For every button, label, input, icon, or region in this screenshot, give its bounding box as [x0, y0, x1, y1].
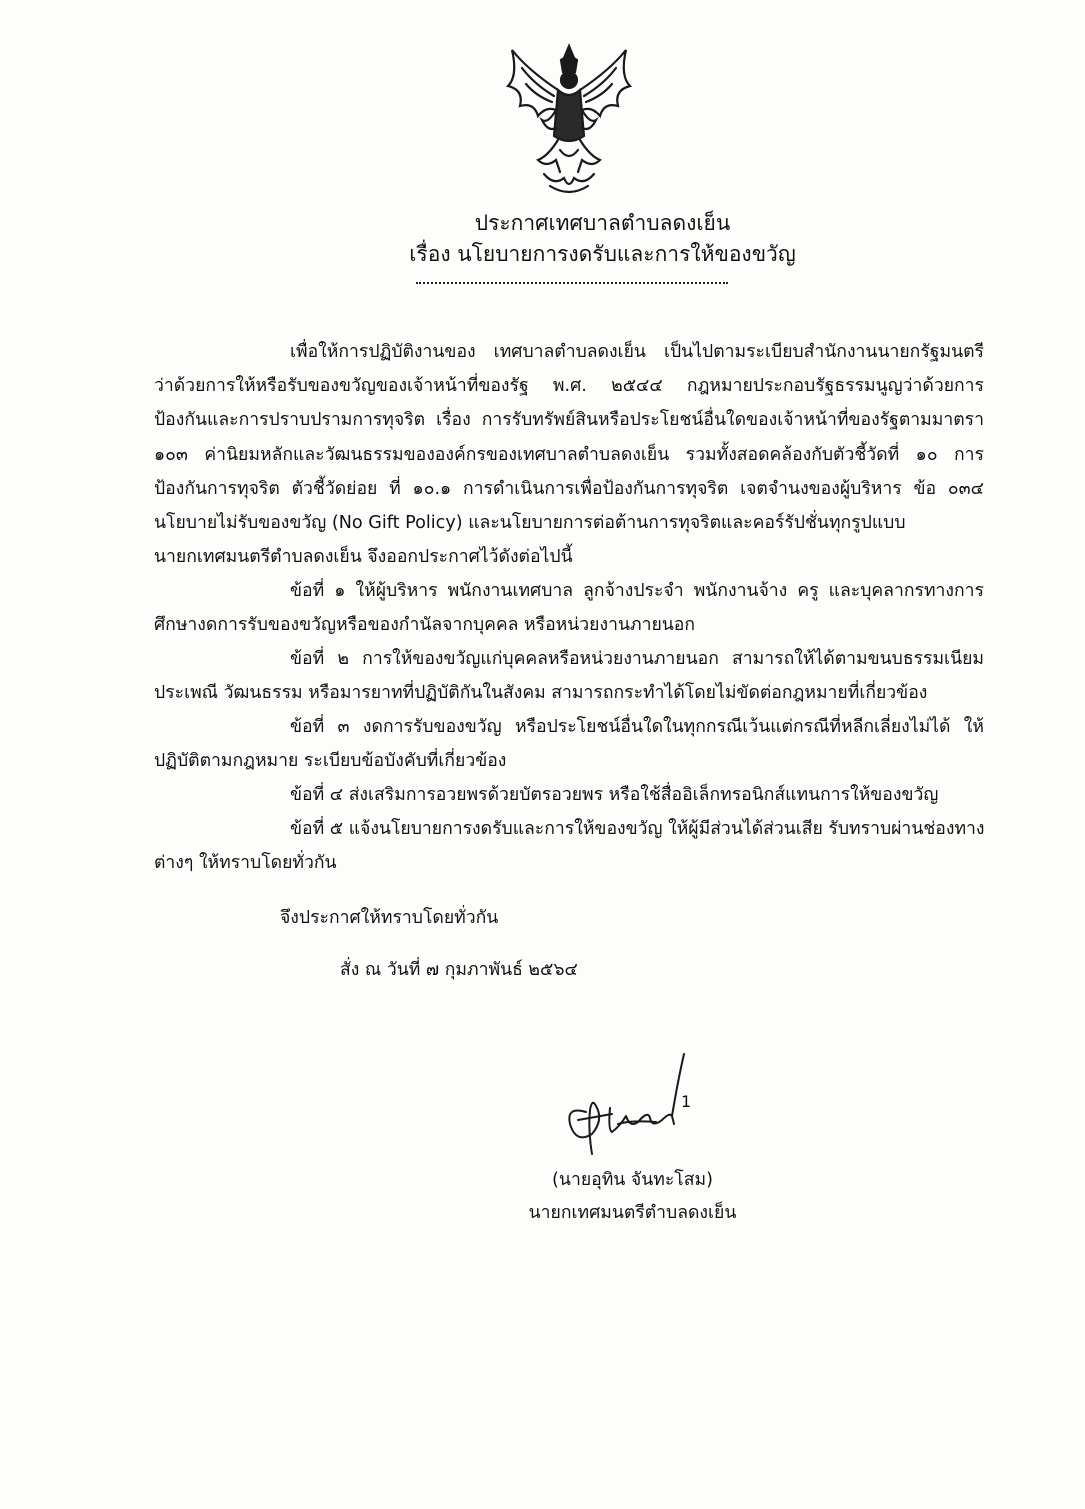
body-line: นายกเทศมนตรีตำบลดงเย็น จึงออกประกาศไว้ดังต่อไปนี้ — [154, 547, 573, 567]
clause-2: ข้อที่ ๒ การให้ของขวัญแก่บุคคลหรือหน่วยงานภายนอก สามารถให้ได้ตามขนบธรรมเนียม — [290, 649, 984, 669]
dotted-separator — [416, 274, 728, 284]
closing-announce: จึงประกาศให้ทราบโดยทั่วกัน — [280, 908, 499, 928]
clause-2-cont: ประเพณี วัฒนธรรม หรือมารยาทที่ปฏิบัติกันในสังคม สามารถกระทำได้โดยไม่ขัดต่อกฎหมายที่เกี่ยวข้อง — [154, 683, 928, 703]
clause-4: ข้อที่ ๔ ส่งเสริมการอวยพรด้วยบัตรอวยพร หรือใช้สื่ออิเล็กทรอนิกส์แทนการให้ของขวัญ — [290, 785, 939, 805]
body-line: ป้องกันการทุจริต ตัวชี้วัดย่อย ที่ ๑๐.๑ การดำเนินการเพื่อป้องกันการทุจริต เจตจำนงของผู้บริหาร ข้อ ๐๓๔ — [154, 479, 984, 499]
clause-1-cont: ศึกษางดการรับของขวัญหรือของกำนัลจากบุคคล หรือหน่วยงานภายนอก — [154, 615, 696, 635]
body-line: เพื่อให้การปฏิบัติงานของ เทศบาลตำบลดงเย็น เป็นไปตามระเบียบสำนักงานนายกรัฐมนตรี — [290, 342, 984, 362]
body-line: ป้องกันและการปราบปรามการทุจริต เรื่อง การรับทรัพย์สินหรือประโยชน์อื่นใดของเจ้าหน้าที่ของรัฐตามมาตรา — [154, 410, 984, 430]
body-line: ว่าด้วยการให้หรือรับของขวัญของเจ้าหน้าที่ของรัฐ พ.ศ. ๒๕๔๔ กฎหมายประกอบรัฐธรรมนูญว่าด้วยการ — [154, 376, 984, 396]
signature-mark: 1 — [681, 1092, 692, 1111]
clause-5-cont: ต่างๆ ให้ทราบโดยทั่วกัน — [154, 853, 337, 873]
garuda-emblem — [498, 40, 640, 198]
clause-1: ข้อที่ ๑ ให้ผู้บริหาร พนักงานเทศบาล ลูกจ้างประจำ พนักงานจ้าง ครู และบุคลากรทางการ — [290, 581, 984, 601]
signature — [552, 1050, 702, 1160]
signer-name: (นายอุทิน จันทะโสม) — [552, 1170, 713, 1190]
announcement-title: ประกาศเทศบาลตำบลดงเย็น — [474, 211, 731, 235]
signer-position: นายกเทศมนตรีตำบลดงเย็น — [528, 1203, 737, 1223]
clause-3: ข้อที่ ๓ งดการรับของขวัญ หรือประโยชน์อื่นใดในทุกกรณีเว้นแต่กรณีที่หลีกเลี่ยงไม่ได้ ให้ — [290, 717, 984, 737]
body-line: ๑๐๓ ค่านิยมหลักและวัฒนธรรมขององค์กรของเทศบาลตำบลดงเย็น รวมทั้งสอดคล้องกับตัวชี้วัดที่ ๑๐ การ — [154, 445, 984, 465]
announcement-subject: เรื่อง นโยบายการงดรับและการให้ของขวัญ — [409, 242, 796, 266]
body-line: นโยบายไม่รับของขวัญ (No Gift Policy) และนโยบายการต่อต้านการทุจริตและคอร์รัปชั่นทุกรูปแบบ — [154, 513, 906, 533]
clause-5: ข้อที่ ๕ แจ้งนโยบายการงดรับและการให้ของขวัญ ให้ผู้มีส่วนได้ส่วนเสีย รับทราบผ่านช่องทาง — [290, 819, 985, 839]
clause-3-cont: ปฏิบัติตามกฎหมาย ระเบียบข้อบังคับที่เกี่ยวข้อง — [154, 751, 507, 771]
closing-date: สั่ง ณ วันที่ ๗ กุมภาพันธ์ ๒๕๖๔ — [340, 960, 578, 980]
